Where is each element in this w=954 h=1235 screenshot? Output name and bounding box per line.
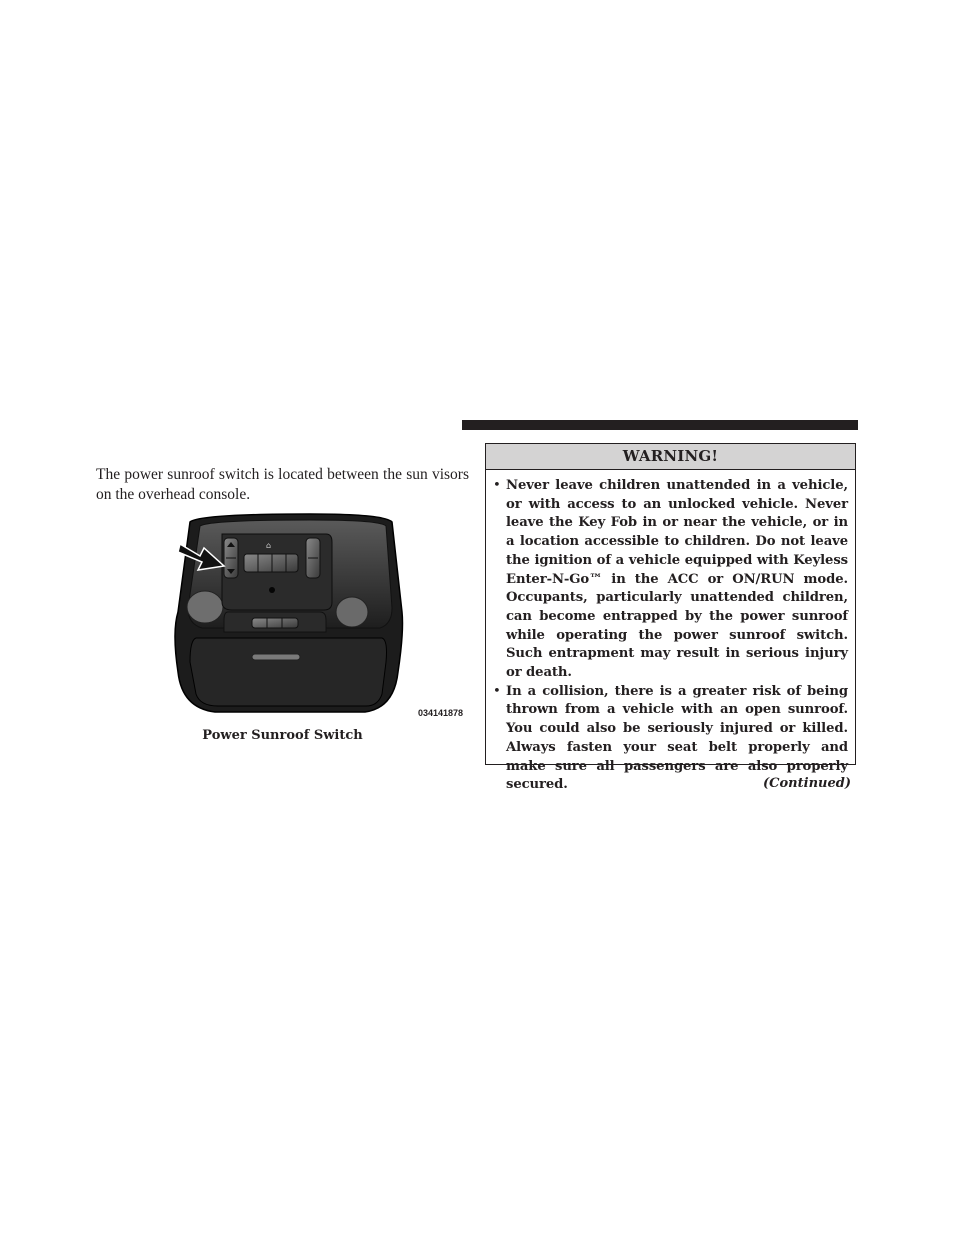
warning-title: WARNING! bbox=[486, 444, 855, 470]
warning-list bbox=[486, 470, 855, 795]
continued-label: (Continued) bbox=[763, 776, 851, 791]
warning-bullet: • Never leave children unattended in a vehicle, or with access to an unlocked vehicle. Never leave the Key Fob in or near the vehicle, or in a location accessible to children. Do not leave the ignition of a vehicle equipped with Keyless Enter-N-Go™ in the ACC or ON/RUN mode. Occupants, particularly unattended children, can become entrapped by the power sunroof while operating the power sunroof switch. Such entrapment may result in serious injury or death. bbox=[506, 477, 848, 683]
figure-code: 034141878 bbox=[418, 708, 464, 718]
intro-paragraph: The power sunroof switch is located between the sun visors on the overhead console. bbox=[96, 466, 469, 503]
section-rule bbox=[462, 420, 858, 430]
overhead-console-drawing bbox=[160, 512, 466, 722]
figure-caption: Power Sunroof Switch bbox=[202, 728, 363, 743]
svg-text:⌂: ⌂ bbox=[266, 541, 272, 550]
warning-bullet: • In a collision, there is a greater risk of being thrown from a vehicle with an open sunroof. You could also be seriously injured or killed. Always fasten your seat belt properly and make sure all passengers are also properly secured. bbox=[506, 683, 848, 795]
overhead-console-illustration bbox=[160, 512, 466, 722]
